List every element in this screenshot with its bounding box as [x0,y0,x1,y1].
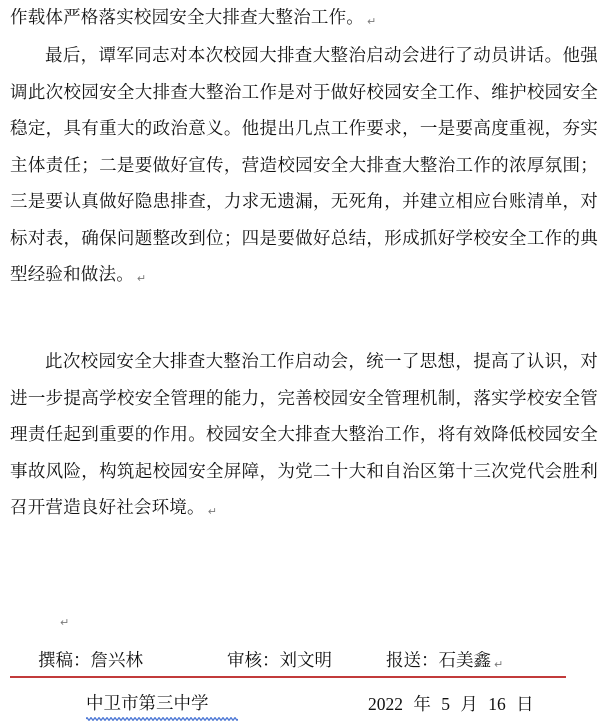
paragraph-2-text: 最后，谭军同志对本次校园大排查大整治启动会进行了动员讲话。他强调此次校园安全大排查大整治工作是对于做好校园安全工作、维护校园安全稳定，具有重大的政治意义。他提出几点工作要求，一是要高度重视，夯实主体责任；二是要做好宣传，营造校园安全大排查大整治工作的浓厚氛围；三是要认真做好隐患排查，力求无遗漏，无死角，并建立相应台账清单，对标对表，确保问题整改到位；四是要做好总结，形成抓好学校安全工作的典型经验和做法。 [10,46,598,285]
empty-paragraph-mark-icon: ↵ [60,616,70,629]
spellcheck-squiggle [86,716,238,722]
paragraph-mark-icon: ↵ [207,505,218,518]
paragraph-mark-icon: ↵ [136,272,147,285]
reviewer-credit: 审核：刘文明 [227,651,332,671]
red-divider-rule [10,676,566,678]
credit-line [38,648,588,678]
writer-credit: 撰稿：詹兴林 [38,651,143,671]
paragraph-mark-icon: ↵ [367,15,377,28]
paragraph-1-text: 作载体严格落实校园安全大排查大整治工作。 [10,8,364,28]
submitted-by-credit: 报送：石美鑫 [386,651,491,671]
paragraph-mark-icon: ↵ [494,658,504,671]
paragraph-3 [10,344,598,531]
paragraph-3-text: 此次校园安全大排查大整治工作启动会，统一了思想，提高了认识，对进一步提高学校安全管理的能力，完善校园安全管理机制，落实学校安全管理责任起到重要的作用。校园安全大排查大整治工作，将有效降低校园安全事故风险，构筑起校园安全屏障，为党二十大和自治区第十三次党代会胜利召开营造良好社会环境。 [10,352,598,518]
footer-school-name: 中卫市第三中学 [86,694,209,714]
paragraph-2 [10,38,598,298]
paragraph-1 [10,0,598,41]
footer-date: 2022 年 5 月 16 日 [368,694,534,714]
